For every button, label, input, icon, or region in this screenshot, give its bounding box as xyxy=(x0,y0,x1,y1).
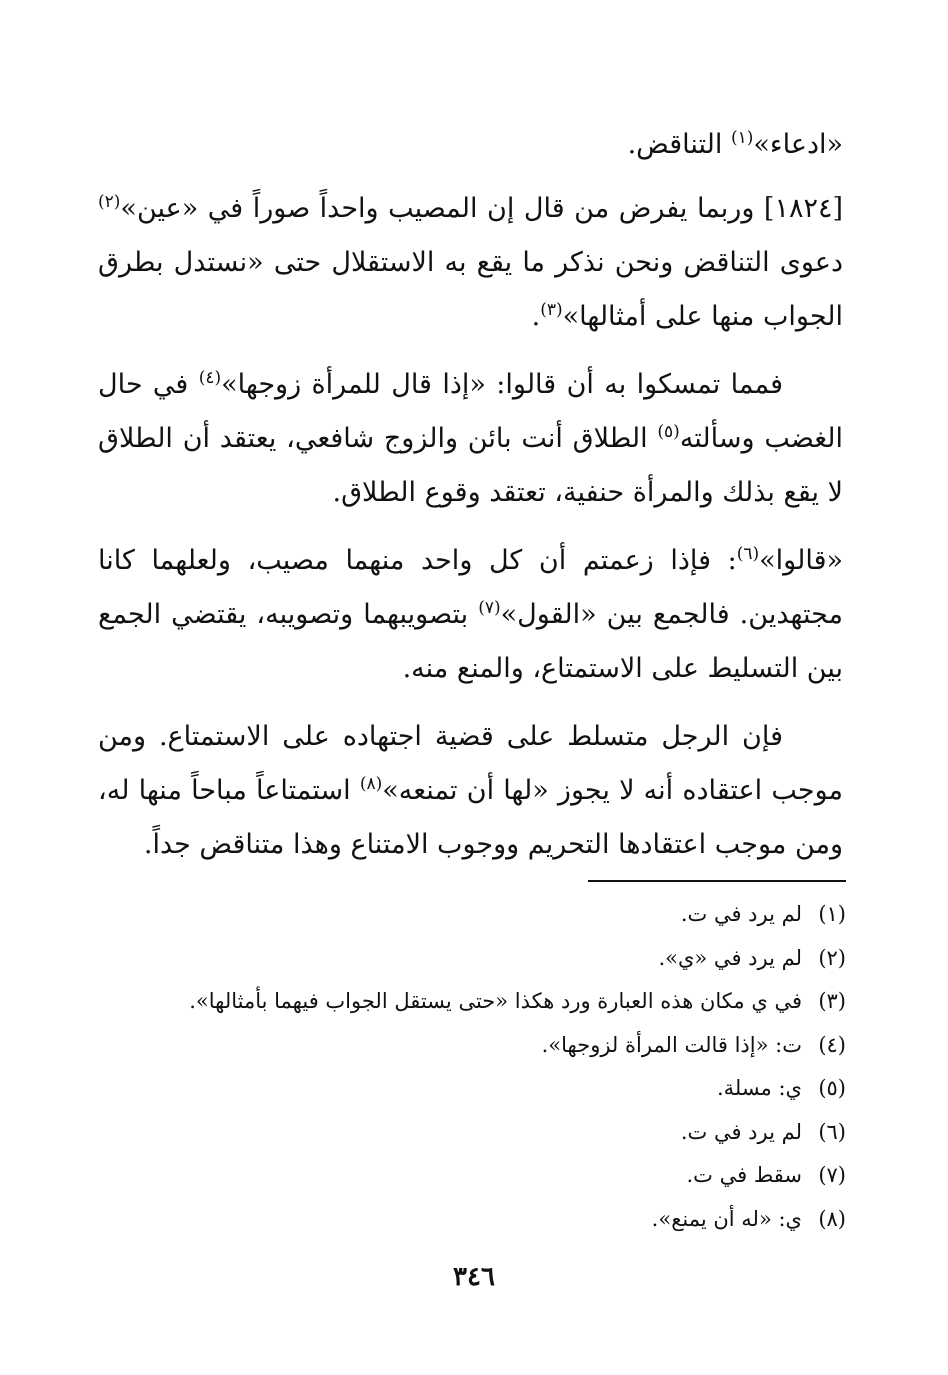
paragraph-3 xyxy=(98,358,843,520)
footnote-number: (٢) xyxy=(818,945,846,970)
footnote-text: ي: مسلة. xyxy=(716,1076,802,1100)
footnote-item xyxy=(86,1067,846,1111)
footnote-item xyxy=(86,1154,846,1198)
text-run: فمما تمسكوا به أن قالوا: «إذا قال للمرأة زوجها» xyxy=(221,369,783,400)
footnote-ref[interactable]: (١) xyxy=(730,128,754,148)
footnote-item xyxy=(86,937,846,981)
footnote-text: لم يرد في «ي». xyxy=(658,945,802,970)
footnote-ref[interactable]: (٨) xyxy=(359,774,383,794)
footnote-number: (٧) xyxy=(818,1163,846,1187)
text-run: فإن الرجل متسلط على قضية اجتهاده على الاستمتاع. ومن موجب اعتقاده أنه لا يجوز «لها أن تمنعه» xyxy=(98,721,843,806)
footnote-number: (١) xyxy=(818,902,846,926)
footnote-text: لم يرد في ت. xyxy=(680,1119,802,1144)
text-run: استمتاعاً مباحاً منها له، ومن موجب اعتقادها التحريم ووجوب الامتناع وهذا متناقض جداً. xyxy=(98,775,843,860)
paragraph-1 xyxy=(98,118,843,172)
footnote-ref[interactable]: (٧) xyxy=(478,598,501,618)
paragraph-2 xyxy=(98,182,843,344)
text-run: بتصويبهما وتصويبه، يقتضي الجمع بين التسليط على الاستمتاع، والمنع منه. xyxy=(98,599,843,684)
footnote-item xyxy=(86,980,846,1024)
footnote-text: ي: «له أن يمنع». xyxy=(651,1206,802,1231)
text-run: التناقض. xyxy=(627,129,731,160)
footnote-text: سقط في ت. xyxy=(686,1163,802,1187)
footnote-item xyxy=(86,893,846,937)
paragraph-5 xyxy=(98,710,843,872)
main-text xyxy=(98,118,843,886)
footnote-ref[interactable]: (٢) xyxy=(98,192,121,212)
paragraph-4 xyxy=(98,534,843,696)
page-number: ٣٤٦ xyxy=(453,1262,495,1292)
footnote-item xyxy=(86,1198,846,1242)
footnote-ref[interactable]: (٣) xyxy=(540,300,563,320)
footnote-number: (٨) xyxy=(818,1206,846,1231)
text-run: [١٨٢٤] وربما يفرض من قال إن المصيب واحداً صوراً في «عين» xyxy=(120,193,843,224)
text-run: الطلاق أنت بائن والزوج شافعي، يعتقد أن الطلاق لا يقع بذلك والمرأة حنفية، تعتقد وقوع الطلاق. xyxy=(98,423,843,508)
text-run: . xyxy=(531,301,541,332)
text-run: : فإذا زعمتم أن كل واحد منهما مصيب، ولعلهما كانا مجتهدين. فالجمع بين «القول» xyxy=(98,545,843,630)
text-run: في حال الغضب وسألته xyxy=(98,369,844,454)
text-run: «ادعاء» xyxy=(753,129,843,160)
text-run: دعوى التناقض ونحن نذكر ما يقع به الاستقلال حتى «نستدل بطرق الجواب منها على أمثالها» xyxy=(98,247,843,332)
text-run: «قالوا» xyxy=(759,545,843,576)
footnote-item xyxy=(86,1111,846,1155)
footnote-item xyxy=(86,1024,846,1068)
footnote-number: (٥) xyxy=(818,1076,846,1100)
footnote-ref[interactable]: (٤) xyxy=(198,368,222,388)
footnote-ref[interactable]: (٦) xyxy=(736,544,760,564)
footnote-number: (٤) xyxy=(818,1032,846,1057)
footnote-text: لم يرد في ت. xyxy=(680,902,802,926)
footnote-text: ت: «إذا قالت المرأة لزوجها». xyxy=(541,1032,802,1057)
footnotes-list xyxy=(86,893,846,1241)
footnote-ref[interactable]: (٥) xyxy=(657,422,680,442)
footnote-text: في ي مكان هذه العبارة ورد هكذا «حتى يستقل الجواب فيهما بأمثالها». xyxy=(189,989,802,1013)
footnote-divider xyxy=(588,880,846,882)
footnote-number: (٣) xyxy=(818,989,846,1013)
footnote-number: (٦) xyxy=(818,1119,846,1144)
